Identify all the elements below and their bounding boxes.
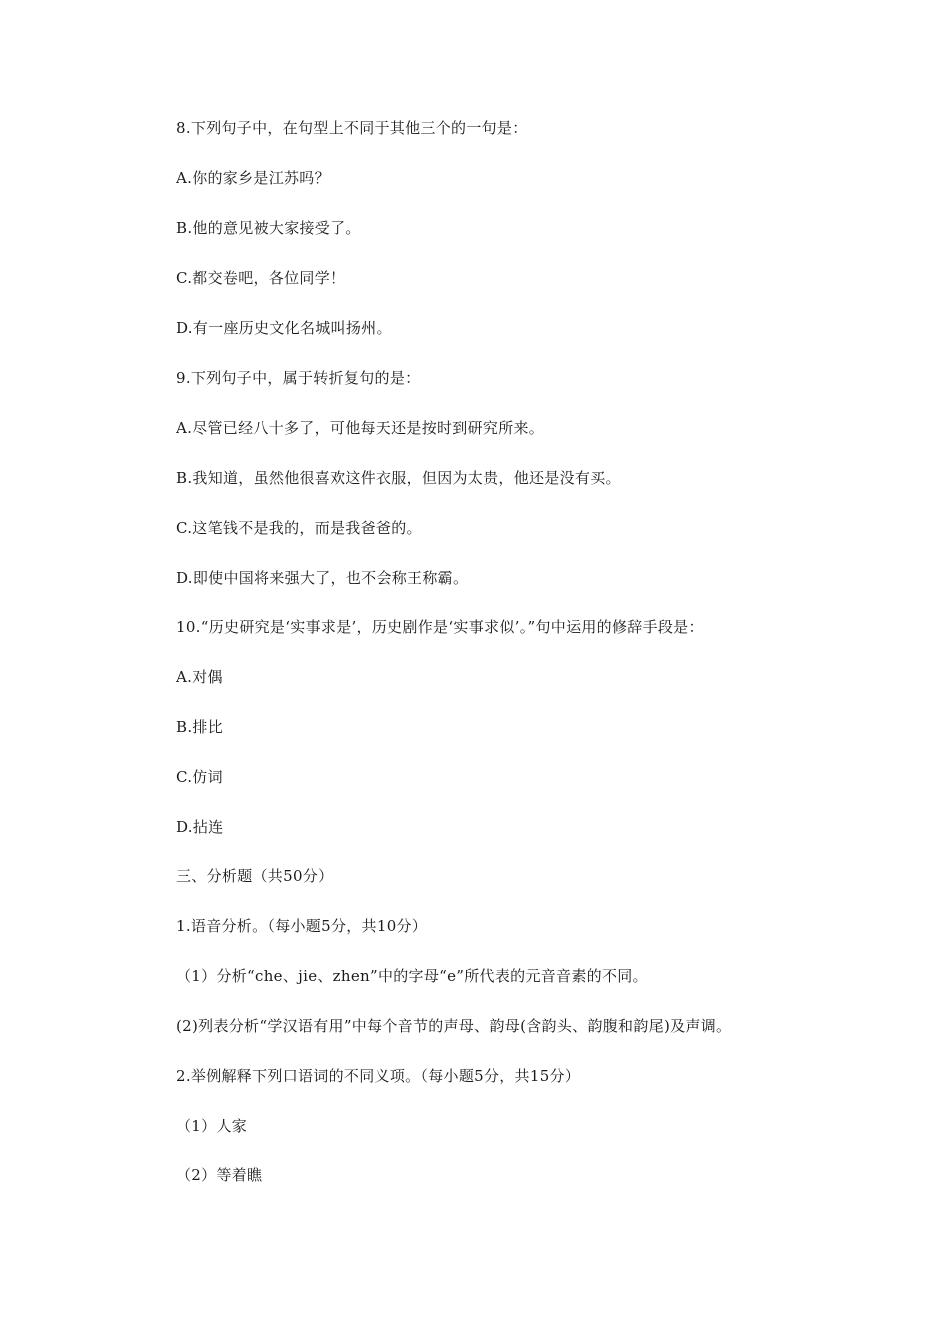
analysis-question-2-part-2: （2）等着瞧 [176, 1166, 263, 1184]
question-9-option-c: C.这笔钱不是我的，而是我爸爸的。 [176, 519, 422, 537]
question-8-stem: 8.下列句子中，在句型上不同于其他三个的一句是： [176, 119, 528, 137]
section-three-heading: 三、分析题（共50分） [176, 867, 334, 885]
question-9-option-b: B.我知道，虽然他很喜欢这件衣服，但因为太贵，他还是没有买。 [176, 469, 621, 487]
question-9-stem: 9.下列句子中，属于转折复句的是： [176, 369, 421, 387]
analysis-question-1-stem: 1.语音分析。（每小题5分，共10分） [176, 917, 428, 935]
analysis-question-1-part-2: (2)列表分析“学汉语有用”中每个音节的声母、韵母(含韵头、韵腹和韵尾)及声调。 [176, 1017, 732, 1035]
question-8-option-a: A.你的家乡是江苏吗？ [176, 169, 330, 187]
question-10-option-d: D.拈连 [176, 818, 224, 836]
analysis-question-1-part-1: （1）分析“che、jie、zhen”中的字母“e”所代表的元音音素的不同。 [176, 967, 648, 985]
question-8-option-c: C.都交卷吧，各位同学！ [176, 269, 346, 287]
question-9-option-d: D.即使中国将来强大了，也不会称王称霸。 [176, 569, 469, 587]
question-10-option-c: C.仿词 [176, 768, 223, 786]
question-10-stem: 10.“历史研究是‘实事求是’，历史剧作是‘实事求似’。”句中运用的修辞手段是： [176, 618, 704, 636]
question-10-option-b: B.排比 [176, 718, 223, 736]
question-9-option-a: A.尽管已经八十多了，可他每天还是按时到研究所来。 [176, 419, 545, 437]
question-8-option-d: D.有一座历史文化名城叫扬州。 [176, 319, 392, 337]
question-10-option-a: A.对偶 [176, 668, 223, 686]
analysis-question-2-part-1: （1）人家 [176, 1117, 248, 1135]
analysis-question-2-stem: 2.举例解释下列口语词的不同义项。（每小题5分，共15分） [176, 1067, 581, 1085]
question-8-option-b: B.他的意见被大家接受了。 [176, 219, 361, 237]
